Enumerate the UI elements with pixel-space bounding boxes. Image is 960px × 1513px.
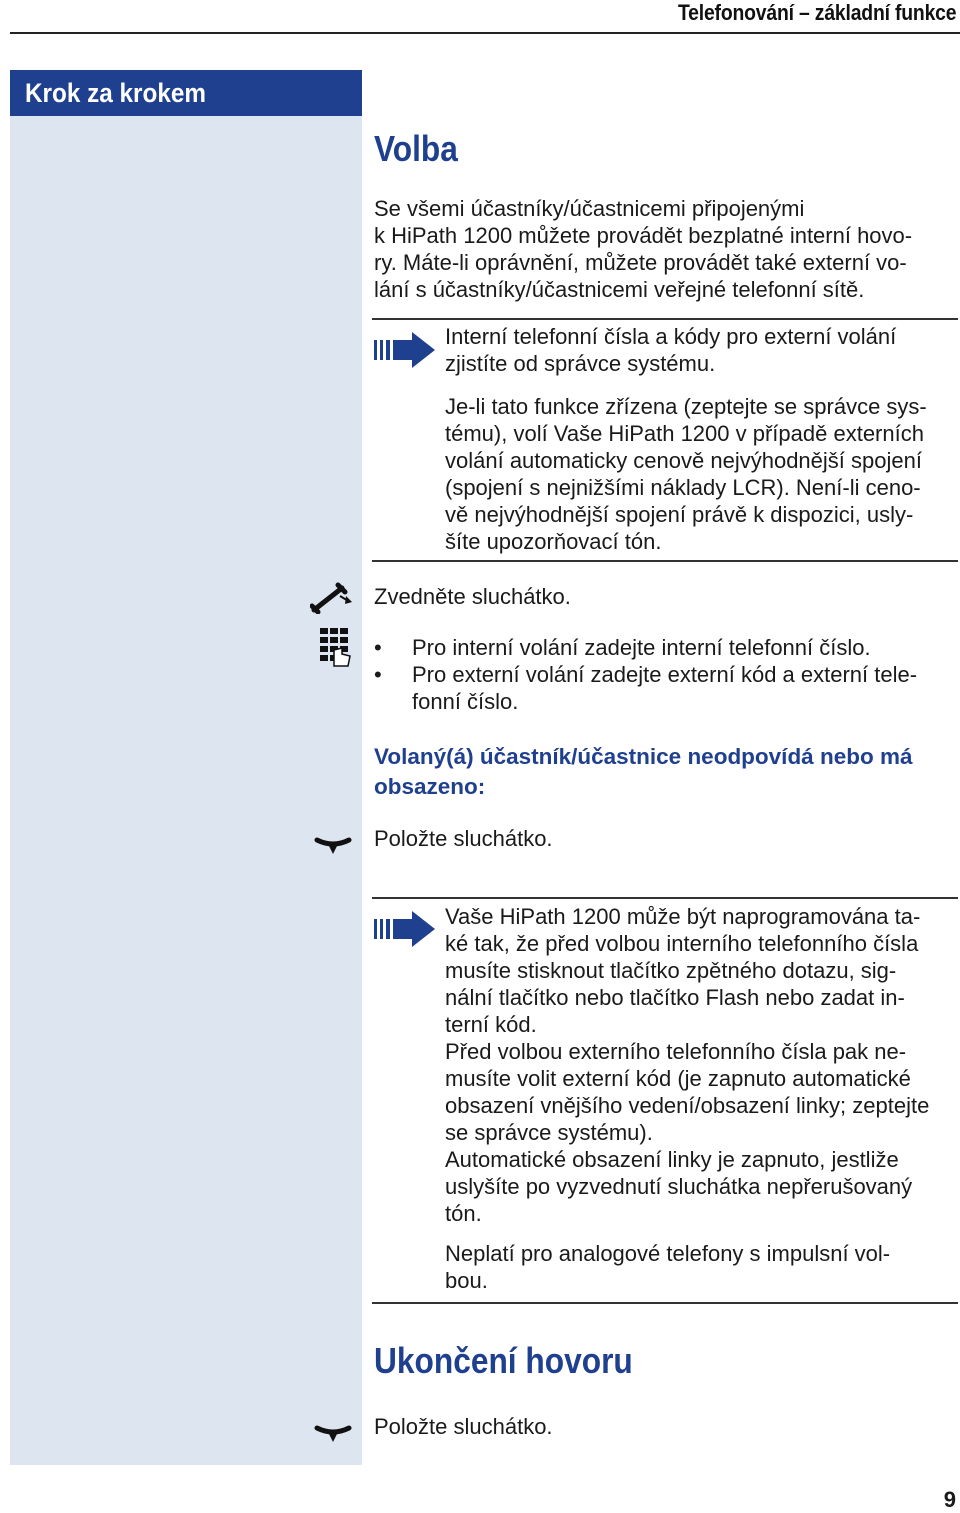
handset-hangup-icon [314,834,352,856]
subheading-busy: Volaný(á) účastník/účastnice neodpovídá nebo má obsazeno: [374,744,913,799]
arrow-note-icon [374,330,436,370]
section-title-end-call: Ukončení hovoru [374,1340,633,1381]
arrow-note-icon [374,909,436,949]
note-paragraph: Je-li tato funkce zřízena (zeptejte se správce sys- tému), volí Vaše HiPath 1200 v případě externích volání automaticky cenově nejvýhodnější spojení (spojení s nejnižšími náklady LCR). Není-li ceno- vě nejvýhodnější spojení právě k dispozici, usly- šíte upozorňovací tón. [445,394,927,554]
note-rule-top [372,897,958,899]
handset-hangup-icon [314,1422,352,1444]
step-sidebar [10,70,362,1465]
handset-lift-icon [310,582,354,614]
bullet: • [374,662,382,687]
note-rule-bottom [372,1302,958,1304]
header-rule [10,32,960,34]
note-paragraph: Neplatí pro analogové telefony s impulsní vol- bou. [445,1241,891,1293]
list-item: • Pro externí volání zadejte externí kód a externí tele- fonní číslo. [374,662,918,714]
page-number: 9 [943,1487,956,1512]
step-lift-text: Zvedněte sluchátko. [374,584,571,609]
note-rule-bottom [372,560,958,562]
note-rule-top [372,318,958,320]
step-hangup-text: Položte sluchátko. [374,826,553,851]
keypad-icon [320,628,354,670]
step-hangup-text: Položte sluchátko. [374,1414,553,1439]
running-header: Telefonování – základní funkce [677,0,956,25]
note-text: Vaše HiPath 1200 může být naprogramována ta- ké tak, že před volbou interního telefonního čísla musíte stisknout tlačítko zpětného dotazu, sig- nální tlačítko nebo tlačítko Flash nebo zadat in- terní kód. Před volbou externího telefonního čísla pak ne- musíte volit externí kód (je zapnuto automatické obsazení vnějšího vedení/obsazení linky; zeptejte se správce systému). Automatické obsazení linky je zapnuto, jestliže uslyšíte po vyzvednutí sluchátka nepřerušovaný tón. [445,904,930,1226]
sidebar-title: Krok za krokem [10,70,362,116]
list-item: • Pro interní volání zadejte interní telefonní číslo. [374,635,871,660]
section-title-dialing: Volba [374,128,458,169]
intro-paragraph: Se všemi účastníky/účastnicemi připojenými k HiPath 1200 můžete provádět bezplatné interní hovo- ry. Máte-li oprávnění, můžete provádět také externí vo- lání s účastníky/účastnicemi veřejné telefonní sítě. [374,196,913,302]
note-text: Interní telefonní čísla a kódy pro externí volání zjistíte od správce systému. [445,324,897,376]
bullet: • [374,635,382,660]
